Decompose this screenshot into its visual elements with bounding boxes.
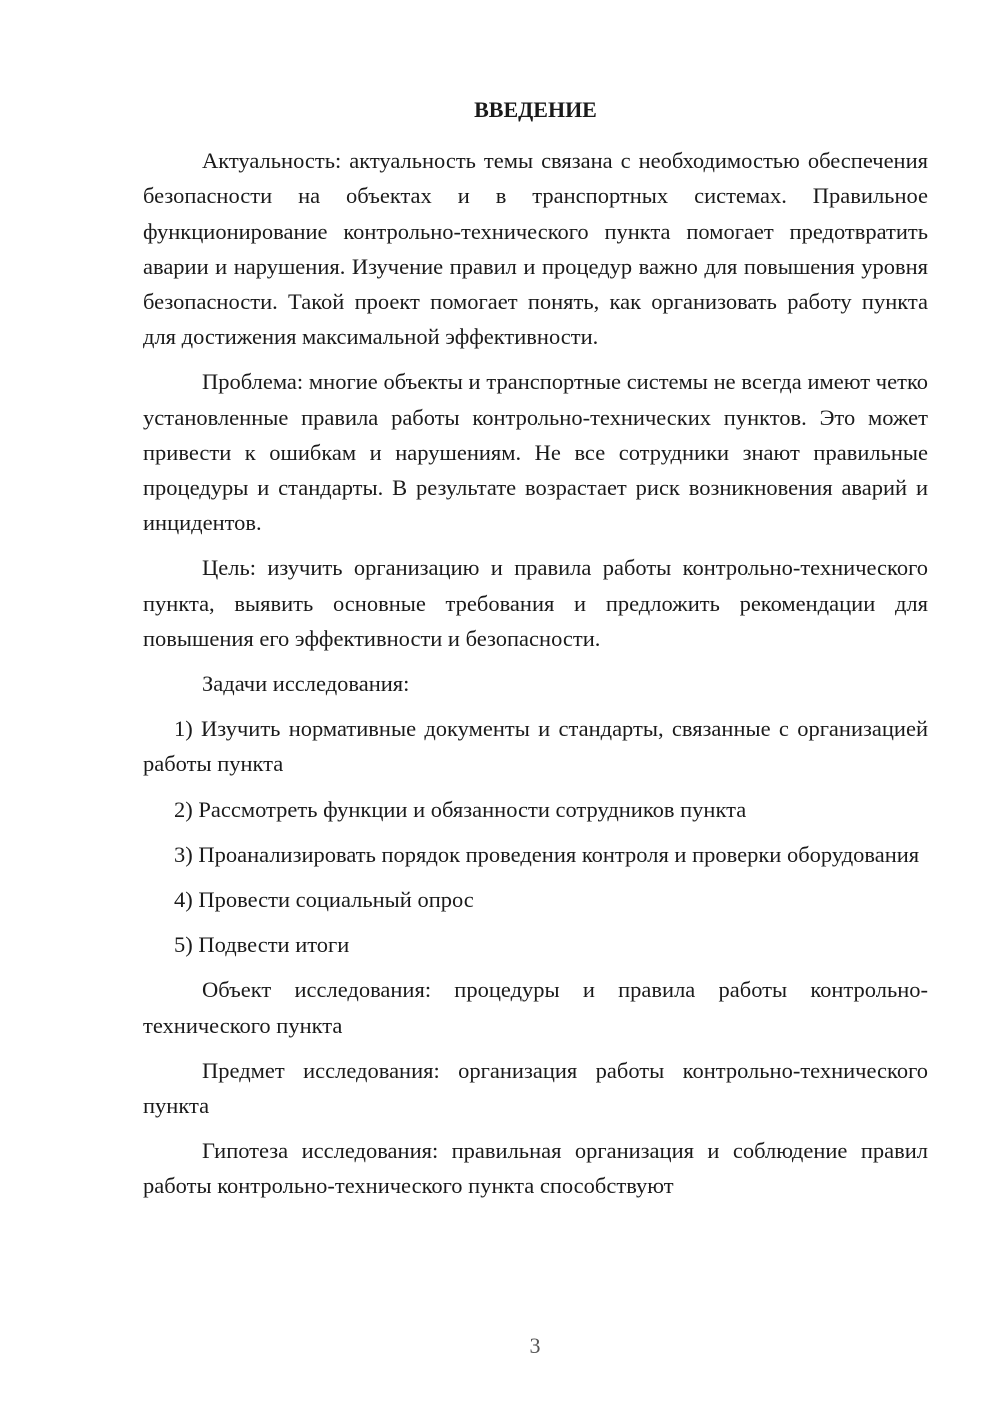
document-page: [143, 92, 928, 1214]
task-item: 2) Рассмотреть функции и обязанности сотрудников пункта: [174, 796, 747, 822]
task-item: 5) Подвести итоги: [174, 932, 350, 958]
goal-paragraph: Цель: изучить организацию и правила работы контрольно-технического пункта, выявить основные требования и предложить рекомендации для повышения его эффективности и безопасности.: [143, 555, 928, 651]
task-item: 4) Провести социальный опрос: [174, 887, 474, 913]
task-item: 1) Изучить нормативные документы и стандарты, связанные с организацией работы пункта: [143, 716, 928, 777]
page-number: 3: [529, 1333, 541, 1358]
hypothesis-paragraph: Гипотеза исследования: правильная организация и соблюдение правил работы контрольно-технического пункта способствуют: [143, 1138, 928, 1199]
problem-paragraph: Проблема: многие объекты и транспортные системы не всегда имеют четко установленные правила работы контрольно-технических пунктов. Это может привести к ошибкам и нарушениям. Не все сотрудники знают правильные процедуры и стандарты. В результате возрастает риск возникновения аварий и инцидентов.: [143, 369, 928, 536]
relevance-paragraph: Актуальность: актуальность темы связана с необходимостью обеспечения безопасности на объектах и в транспортных системах. Правильное функционирование контрольно-технического пункта помогает предотвратить аварии и нарушения. Изучение правил и процедур важно для повышения уровня безопасности. Такой проект помогает понять, как организовать работу пункта для достижения максимальной эффективности.: [143, 148, 928, 350]
subject-paragraph: Предмет исследования: организация работы контрольно-технического пункта: [143, 1057, 928, 1119]
section-title: ВВЕДЕНИЕ: [474, 97, 597, 122]
object-paragraph: Объект исследования: процедуры и правила работы контрольно-технического пункта: [143, 977, 928, 1038]
tasks-heading: Задачи исследования:: [202, 671, 410, 697]
task-item: 3) Проанализировать порядок проведения контроля и проверки оборудования: [174, 841, 920, 867]
